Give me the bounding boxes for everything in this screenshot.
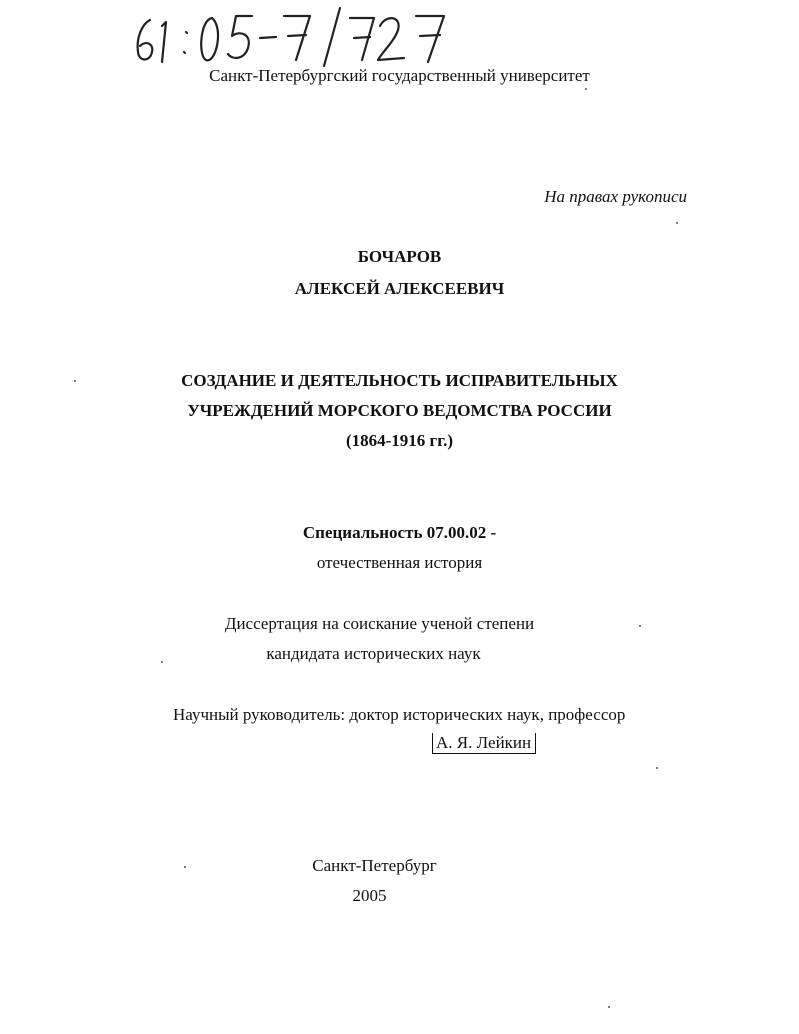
handwritten-code xyxy=(128,4,458,68)
scan-speck xyxy=(74,380,76,382)
year: 2005 xyxy=(352,886,387,905)
scan-speck xyxy=(639,625,641,627)
scan-speck xyxy=(585,88,587,90)
scan-speck xyxy=(676,222,678,224)
title-line-3: (1864-1916 гг.) xyxy=(345,431,453,450)
university-name: Санкт-Петербургский государственный университет xyxy=(209,66,590,85)
city: Санкт-Петербург xyxy=(312,856,437,875)
supervisor-line: Научный руководитель: доктор исторических наук, профессор xyxy=(173,705,626,724)
author-surname: БОЧАРОВ xyxy=(357,247,442,266)
author-given-names: АЛЕКСЕЙ АЛЕКСЕЕВИЧ xyxy=(294,279,505,298)
title-line-2: УЧРЕЖДЕНИЙ МОРСКОГО ВЕДОМСТВА РОССИИ xyxy=(187,401,612,420)
supervisor-name: А. Я. Лейкин xyxy=(432,733,536,754)
title-line-1: СОЗДАНИЕ И ДЕЯТЕЛЬНОСТЬ ИСПРАВИТЕЛЬНЫХ xyxy=(181,371,618,390)
scan-speck xyxy=(184,866,186,868)
specialty-label: Специальность 07.00.02 - xyxy=(302,523,497,542)
specialty-name: отечественная история xyxy=(316,553,483,572)
scan-speck xyxy=(656,767,658,769)
manuscript-note: На правах рукописи xyxy=(544,187,687,206)
scan-speck xyxy=(161,661,163,663)
scan-speck xyxy=(608,1006,610,1008)
dissertation-line-2: кандидата исторических наук xyxy=(266,644,481,663)
dissertation-line-1: Диссертация на соискание ученой степени xyxy=(224,614,535,633)
